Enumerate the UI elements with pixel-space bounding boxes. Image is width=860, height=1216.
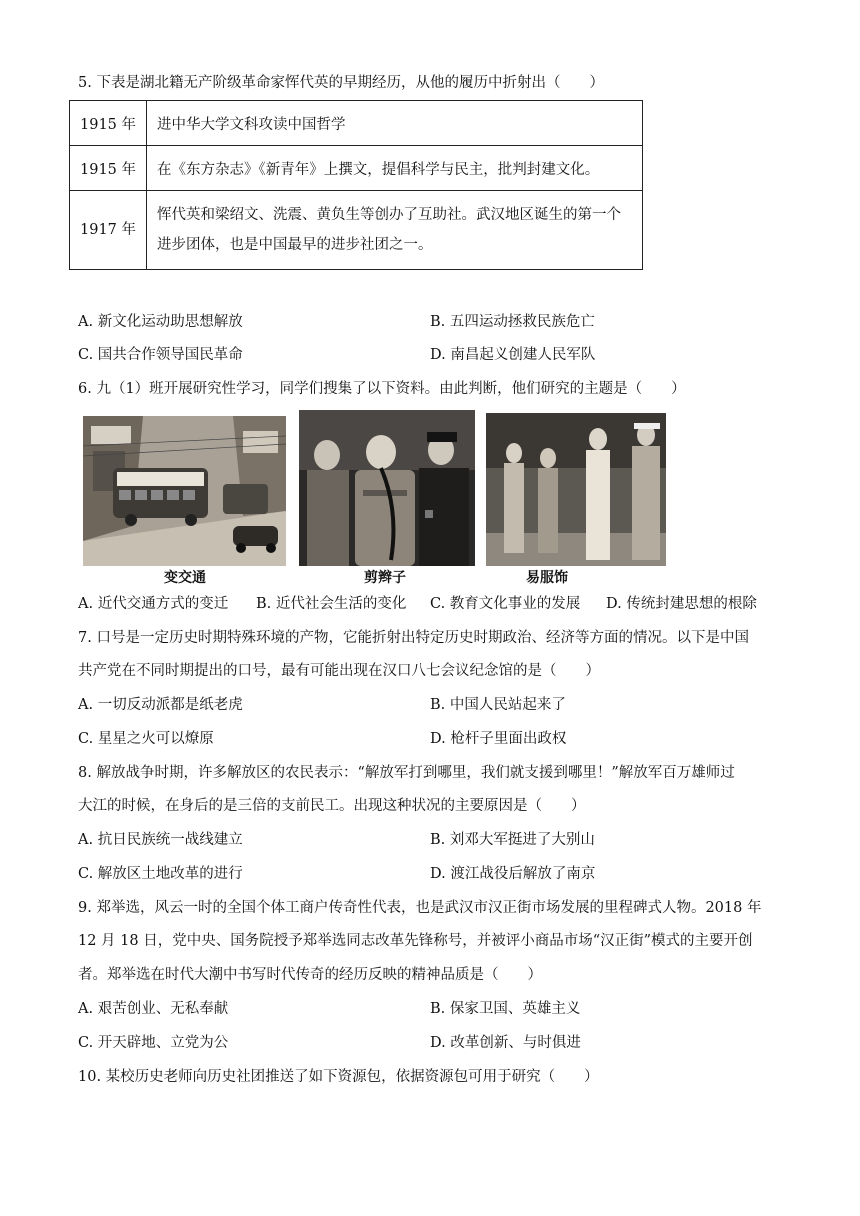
q7-option-d[interactable]: D. 枪杆子里面出政权 — [430, 731, 567, 747]
q9-option-c[interactable]: C. 开天辟地、立党为公 — [78, 1035, 229, 1051]
q9-option-d[interactable]: D. 改革创新、与时俱进 — [430, 1035, 581, 1051]
q8-stem-line: 大江的时候，在身后的是三倍的支前民工。出现这种状况的主要原因是（ ） — [78, 798, 586, 814]
q5-option-d[interactable]: D. 南昌起义创建人民军队 — [430, 347, 596, 363]
q9-stem-line: 12 月 18 日，党中央、国务院授予郑举选同志改革先锋称号，并被评小商品市场“汉正街”模式的主要开创 — [78, 933, 753, 949]
photo-traffic — [83, 416, 286, 566]
photo-queue — [299, 410, 475, 566]
caption-queue: 剪辫子 — [364, 570, 406, 586]
q9-option-a[interactable]: A. 艰苦创业、无私奉献 — [78, 1001, 229, 1017]
q8-option-d[interactable]: D. 渡江战役后解放了南京 — [430, 866, 596, 882]
year-cell: 1917 年 — [70, 191, 147, 270]
caption-clothing: 易服饰 — [526, 570, 568, 586]
q8-stem-line: 8. 解放战争时期，许多解放区的农民表示：“解放军打到哪里，我们就支援到哪里！”解放军百万雄师过 — [78, 765, 735, 781]
event-cell: 在《东方杂志》《新青年》上撰文，提倡科学与民主，批判封建文化。 — [147, 146, 643, 191]
q6-option-a[interactable]: A. 近代交通方式的变迁 — [78, 596, 229, 612]
history-table — [69, 100, 643, 270]
q7-stem-line: 共产党在不同时期提出的口号，最有可能出现在汉口八七会议纪念馆的是（ ） — [78, 663, 600, 679]
q8-option-a[interactable]: A. 抗日民族统一战线建立 — [78, 832, 243, 848]
q7-option-b[interactable]: B. 中国人民站起来了 — [430, 697, 566, 713]
event-cell: 进中华大学文科攻读中国哲学 — [147, 101, 643, 146]
q9-stem-line: 9. 郑举选，风云一时的全国个体工商户传奇性代表，也是武汉市汉正街市场发展的里程碑式人物。2018 年 — [78, 900, 762, 916]
caption-traffic: 变交通 — [164, 570, 206, 586]
photo-clothing — [486, 413, 666, 566]
q5-stem: 5. 下表是湖北籍无产阶级革命家恽代英的早期经历，从他的履历中折射出（ ） — [78, 75, 604, 91]
q9-option-b[interactable]: B. 保家卫国、英雄主义 — [430, 1001, 581, 1017]
q6-stem: 6. 九（1）班开展研究性学习，同学们搜集了以下资料。由此判断，他们研究的主题是（ ） — [78, 381, 686, 397]
q10-stem: 10. 某校历史老师向历史社团推送了如下资源包，依据资源包可用于研究（ ） — [78, 1069, 599, 1085]
q8-option-c[interactable]: C. 解放区土地改革的进行 — [78, 866, 243, 882]
event-cell — [147, 191, 643, 270]
year-cell: 1915 年 — [70, 101, 147, 146]
q5-option-a[interactable]: A. 新文化运动助思想解放 — [78, 314, 243, 330]
year-cell: 1915 年 — [70, 146, 147, 191]
event-line: 恽代英和梁绍文、洗震、黄负生等创办了互助社。武汉地区诞生的第一个 — [157, 207, 622, 223]
table-row — [70, 191, 643, 270]
q7-stem-line: 7. 口号是一定历史时期特殊环境的产物，它能折射出特定历史时期政治、经济等方面的情况。以下是中国 — [78, 630, 749, 646]
q6-option-d[interactable]: D. 传统封建思想的根除 — [606, 596, 757, 612]
q8-option-b[interactable]: B. 刘邓大军挺进了大别山 — [430, 832, 595, 848]
q5-option-b[interactable]: B. 五四运动拯救民族危亡 — [430, 314, 595, 330]
q7-option-c[interactable]: C. 星星之火可以燎原 — [78, 731, 214, 747]
table-row — [70, 146, 643, 191]
event-line: 进步团体，也是中国最早的进步社团之一。 — [157, 237, 433, 253]
q6-option-b[interactable]: B. 近代社会生活的变化 — [256, 596, 407, 612]
q7-option-a[interactable]: A. 一切反动派都是纸老虎 — [78, 697, 243, 713]
q6-option-c[interactable]: C. 教育文化事业的发展 — [430, 596, 581, 612]
q9-stem-line: 者。郑举选在时代大潮中书写时代传奇的经历反映的精神品质是（ ） — [78, 967, 542, 983]
q5-option-c[interactable]: C. 国共合作领导国民革命 — [78, 347, 243, 363]
table-row — [70, 101, 643, 146]
